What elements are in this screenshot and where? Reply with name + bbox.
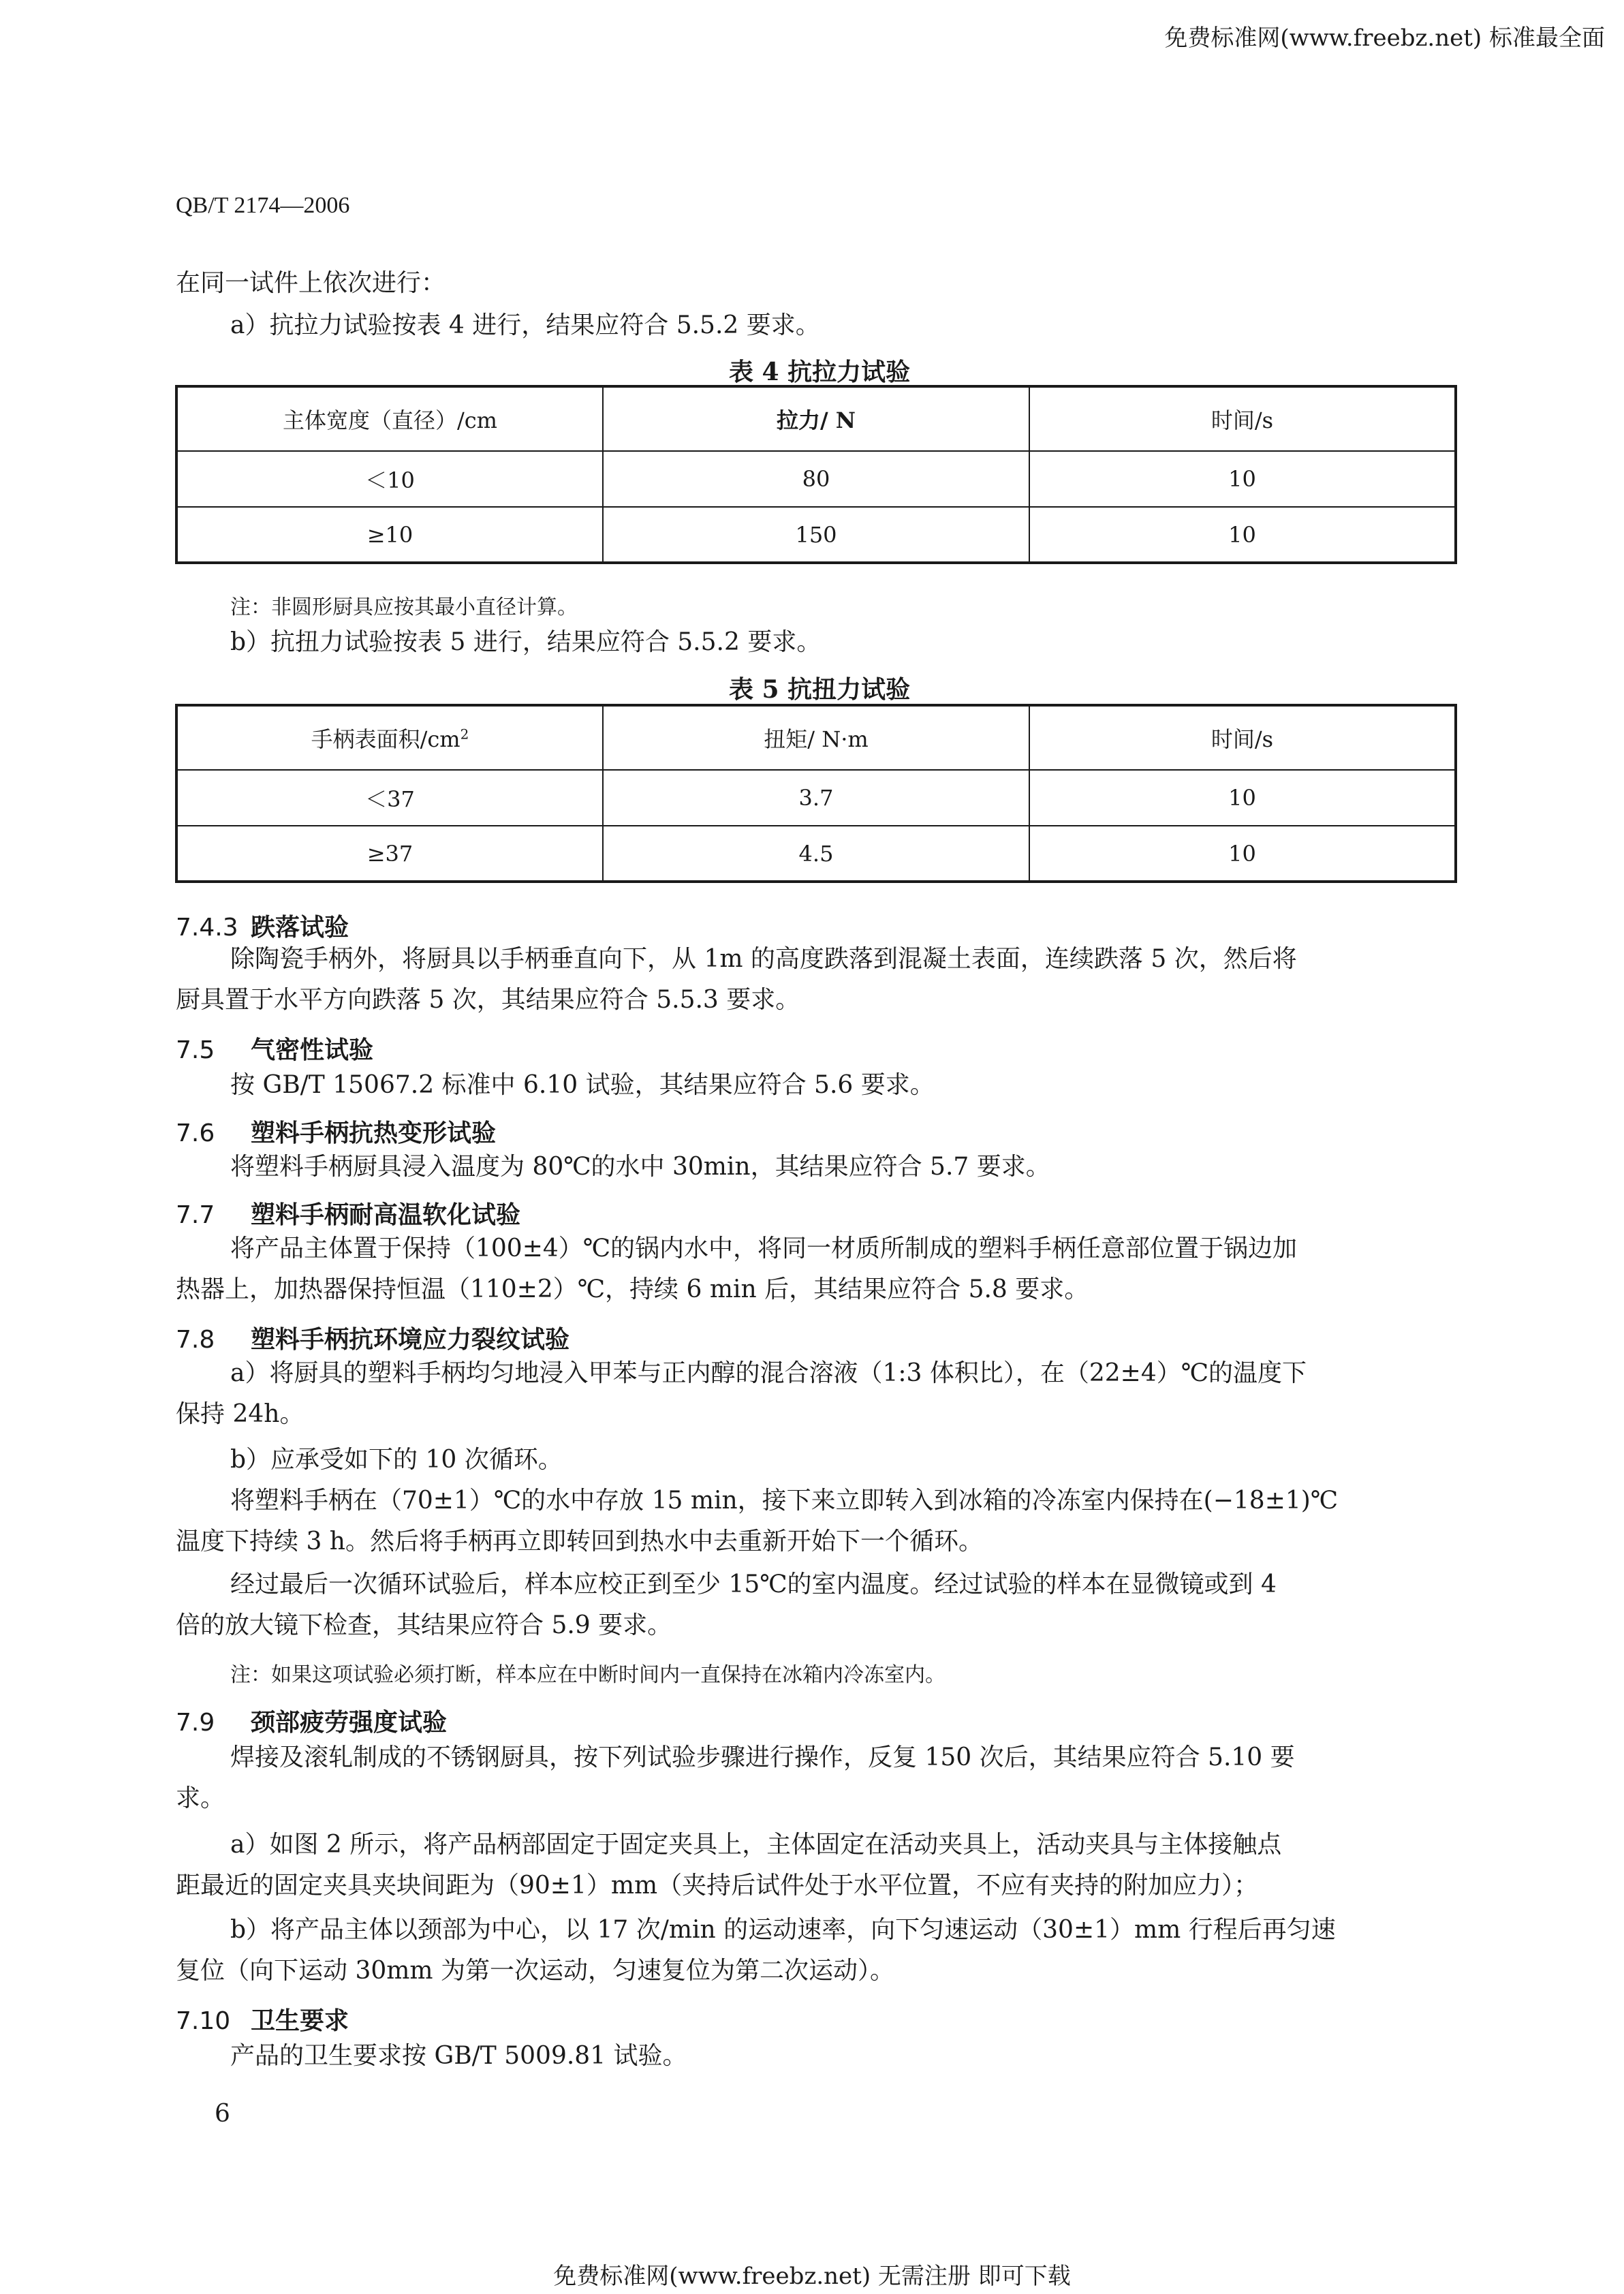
section-7-4-3-heading — [176, 908, 349, 943]
section-title: 气密性试验 — [251, 1036, 374, 1064]
section-7-8-text: 经过最后一次循环试验后，样本应校正到至少 15℃的室内温度。经过试验的样本在显微镜或到 4 — [230, 1570, 1277, 1598]
table5-header-time: 时间/s — [1029, 705, 1456, 770]
table4-header-row — [176, 386, 1456, 451]
section-number: 7.9 — [176, 1709, 215, 1737]
section-7-4-3-text: 除陶瓷手柄外，将厨具以手柄垂直向下，从 1m 的高度跌落到混凝土表面，连续跌落 5 次，然后将 — [230, 945, 1297, 973]
section-title: 塑料手柄抗环境应力裂纹试验 — [251, 1325, 570, 1354]
table4-cell: 10 — [1029, 451, 1456, 507]
section-7-9-text: 求。 — [176, 1784, 225, 1812]
table5-header-row — [176, 705, 1456, 770]
table4-cell: ≥10 — [176, 507, 603, 563]
section-number: 7.4.3 — [176, 914, 238, 942]
section-7-9-text: 复位（向下运动 30mm 为第一次运动，匀速复位为第二次运动）。 — [176, 1957, 894, 1985]
section-7-4-3-text: 厨具置于水平方向跌落 5 次，其结果应符合 5.5.3 要求。 — [176, 986, 800, 1014]
section-7-8-text: 将塑料手柄在（70±1）℃的水中存放 15 min，接下来立即转入到冰箱的冷冻室内保持在(−18±1)℃ — [230, 1487, 1339, 1515]
table5-header-area — [176, 705, 603, 770]
intro-line: 在同一试件上依次进行： — [176, 269, 446, 297]
table-row — [176, 451, 1456, 507]
table5 — [175, 704, 1457, 883]
section-7-5-text: 按 GB/T 15067.2 标准中 6.10 试验，其结果应符合 5.6 要求。 — [230, 1071, 935, 1099]
section-title: 颈部疲劳强度试验 — [251, 1708, 448, 1737]
table5-cell: 3.7 — [603, 770, 1029, 826]
table5-header-area-sup: 2 — [460, 726, 469, 743]
table4-header-time: 时间/s — [1029, 386, 1456, 451]
section-number: 7.10 — [176, 2007, 231, 2035]
section-7-6-text: 将塑料手柄厨具浸入温度为 80℃的水中 30min，其结果应符合 5.7 要求。 — [230, 1153, 1050, 1181]
section-7-9-text: 焊接及滚轧制成的不锈钢厨具，按下列试验步骤进行操作，反复 150 次后，其结果应符合 5.10 要 — [230, 1743, 1295, 1771]
section-7-8-text: 温度下持续 3 h。然后将手柄再立即转回到热水中去重新开始下一个循环。 — [176, 1528, 983, 1555]
section-7-8-heading — [176, 1320, 569, 1355]
table-row — [176, 770, 1456, 826]
section-7-8-text: 保持 24h。 — [176, 1400, 304, 1428]
section-title: 卫生要求 — [251, 2006, 349, 2035]
table-row — [176, 507, 1456, 563]
section-7-9-text: 距最近的固定夹具夹块间距为（90±1）mm（夹持后试件处于水平位置，不应有夹持的附加应力）； — [176, 1872, 1259, 1900]
table4-cell: 150 — [603, 507, 1029, 563]
section-7-7-text: 将产品主体置于保持（100±4）℃的锅内水中，将同一材质所制成的塑料手柄任意部位置于锅边加 — [230, 1235, 1298, 1262]
section-7-8-text: b）应承受如下的 10 次循环。 — [230, 1446, 563, 1474]
section-7-9-heading — [176, 1703, 447, 1738]
table4-caption: 表 4 抗拉力试验 — [729, 358, 911, 386]
site-header: 免费标准网(www.freebz.net) 标准最全面 — [1164, 25, 1605, 52]
table4-cell: 80 — [603, 451, 1029, 507]
section-title: 塑料手柄耐高温软化试验 — [251, 1200, 521, 1229]
section-7-8-text: a）将厨具的塑料手柄均匀地浸入甲苯与正内醇的混合溶液（1:3 体积比），在（22±4）℃的温度下 — [230, 1359, 1307, 1387]
table5-caption: 表 5 抗扭力试验 — [729, 675, 911, 704]
section-7-10-text: 产品的卫生要求按 GB/T 5009.81 试验。 — [230, 2042, 687, 2070]
page-number: 6 — [215, 2100, 230, 2128]
section-title: 塑料手柄抗热变形试验 — [251, 1119, 497, 1147]
section-number: 7.7 — [176, 1201, 215, 1229]
item-b-torsion: b）抗扭力试验按表 5 进行，结果应符合 5.5.2 要求。 — [230, 628, 822, 656]
section-number: 7.6 — [176, 1119, 215, 1147]
table4-cell: 10 — [1029, 507, 1456, 563]
section-7-5-heading — [176, 1031, 373, 1066]
table5-cell: 10 — [1029, 770, 1456, 826]
section-7-9-text: b）将产品主体以颈部为中心，以 17 次/min 的运动速率，向下匀速运动（30±1）mm 行程后再匀速 — [230, 1916, 1336, 1944]
section-number: 7.8 — [176, 1326, 215, 1354]
section-7-7-heading — [176, 1196, 520, 1230]
table-row — [176, 826, 1456, 882]
table4-header-width: 主体宽度（直径）/cm — [176, 386, 603, 451]
section-7-10-heading — [176, 2002, 349, 2036]
section-number: 7.5 — [176, 1036, 215, 1064]
table5-header-area-label: 手柄表面积/cm — [311, 726, 460, 752]
section-title: 跌落试验 — [251, 913, 349, 942]
section-7-8-note: 注：如果这项试验必须打断，样本应在中断时间内一直保持在冰箱内冷冻室内。 — [230, 1663, 946, 1687]
section-7-7-text: 热器上，加热器保持恒温（110±2）℃，持续 6 min 后，其结果应符合 5.8 要求。 — [176, 1275, 1089, 1303]
table5-cell: 4.5 — [603, 826, 1029, 882]
table5-header-torque: 扭矩/ N·m — [603, 705, 1029, 770]
site-footer: 免费标准网(www.freebz.net) 无需注册 即可下载 — [553, 2263, 1071, 2290]
table4-header-force: 拉力/ N — [603, 386, 1029, 451]
section-7-8-text: 倍的放大镜下检查，其结果应符合 5.9 要求。 — [176, 1611, 672, 1639]
table4-cell: ＜10 — [176, 451, 603, 507]
table4 — [175, 385, 1457, 564]
table5-cell: ≥37 — [176, 826, 603, 882]
table5-cell: 10 — [1029, 826, 1456, 882]
table4-note: 注：非圆形厨具应按其最小直径计算。 — [230, 595, 578, 619]
document-code: QB/T 2174—2006 — [176, 193, 350, 218]
table5-cell: ＜37 — [176, 770, 603, 826]
section-7-9-text: a）如图 2 所示，将产品柄部固定于固定夹具上，主体固定在活动夹具上，活动夹具与主体接触点 — [230, 1831, 1282, 1859]
item-a-tensile: a）抗拉力试验按表 4 进行，结果应符合 5.5.2 要求。 — [230, 311, 820, 339]
section-7-6-heading — [176, 1114, 496, 1149]
